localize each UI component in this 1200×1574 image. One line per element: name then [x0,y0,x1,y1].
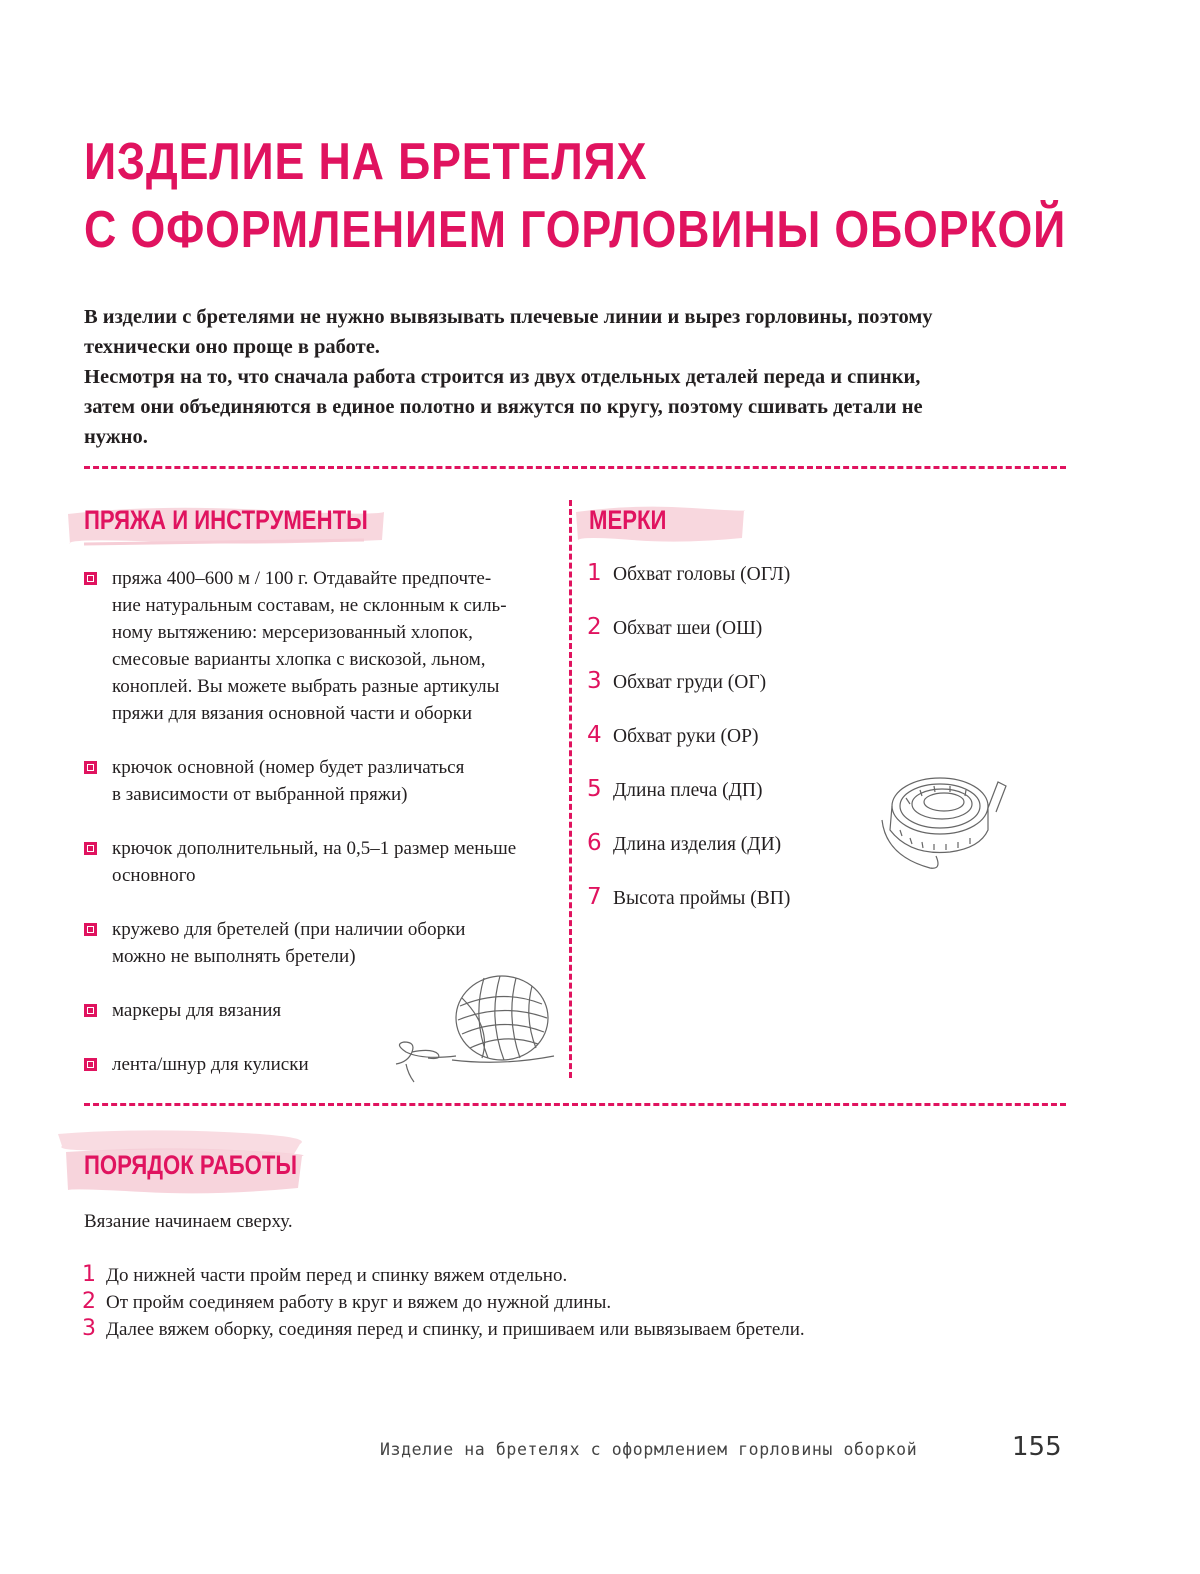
materials-item [84,565,564,727]
materials-item-line: лента/шнур для кулиски [112,1054,309,1075]
measure-label: Обхват шеи (ОШ) [613,618,763,639]
intro-line: технически оно проще в работе. [84,336,380,358]
materials-item-line: основного [112,865,196,886]
measure-number: 5 [587,776,602,802]
measure-number: 2 [587,614,602,640]
measure-item [587,884,790,938]
square-bullet-icon [84,1058,97,1071]
page-number: 155 [1012,1432,1062,1462]
intro-line: нужно. [84,426,148,448]
materials-heading: ПРЯЖА И ИНСТРУМЕНТЫ [84,505,368,535]
materials-item-line: пряжа 400–600 м / 100 г. Отдавайте предпочте- [112,568,492,589]
measure-item [587,668,790,722]
measure-number: 4 [587,722,602,748]
step-number: 1 [82,1262,96,1287]
materials-item-line: пряжи для вязания основной части и оборки [112,703,473,724]
measure-label: Длина изделия (ДИ) [613,834,782,855]
order-step [82,1289,805,1316]
materials-item-line: крючок основной (номер будет различаться [112,757,465,778]
materials-item-line: маркеры для вязания [112,1000,282,1021]
page-title-line-1: ИЗДЕЛИЕ НА БРЕТЕЛЯХ [84,133,648,191]
measure-item [587,614,790,668]
materials-item-line: коноплей. Вы можете выбрать разные артикулы [112,676,500,697]
materials-item-line: можно не выполнять бретели) [112,946,356,967]
measure-label: Длина плеча (ДП) [613,780,763,801]
materials-item-line: кружево для бретелей (при наличии оборки [112,919,466,940]
step-number: 3 [82,1316,96,1341]
measure-number: 3 [587,668,602,694]
square-bullet-icon [84,761,97,774]
materials-item-line: крючок дополнительный, на 0,5–1 размер меньше [112,838,517,859]
step-text: От пройм соединяем работу в круг и вяжем до нужной длины. [106,1292,612,1313]
order-intro: Вязание начинаем сверху. [84,1211,293,1232]
measures-heading: МЕРКИ [589,505,667,535]
step-text: До нижней части пройм перед и спинку вяжем отдельно. [106,1265,568,1286]
materials-item-line: смесовые варианты хлопка с вискозой, льном, [112,649,486,670]
measures-list [587,560,790,938]
page-title-line-2: С ОФОРМЛЕНИЕМ ГОРЛОВИНЫ ОБОРКОЙ [84,201,1067,259]
section-divider-top [84,466,1066,469]
running-footer-title: Изделие на бретелях с оформлением горловины оборкой [380,1440,918,1459]
materials-item-line: ному вытяжению: мерсеризованный хлопок, [112,622,473,643]
measure-item [587,776,790,830]
step-number: 2 [82,1289,96,1314]
measure-label: Обхват головы (ОГЛ) [613,564,791,585]
intro-line: Несмотря на то, что сначала работа строится из двух отдельных деталей переда и спинки, [84,366,921,388]
order-step [82,1316,805,1343]
section-divider-bottom [84,1103,1066,1106]
measure-number: 1 [587,560,602,586]
measure-item [587,830,790,884]
measure-item [587,560,790,614]
materials-item [84,754,564,808]
square-bullet-icon [84,572,97,585]
step-text: Далее вяжем оборку, соединяя перед и спинку, и пришиваем или вывязываем бретели. [106,1319,805,1340]
materials-item [84,835,564,889]
measuring-tape-illustration [870,760,1010,878]
measure-label: Обхват руки (ОР) [613,726,759,747]
materials-item [84,916,564,970]
measure-number: 7 [587,884,602,910]
intro-line: затем они объединяются в единое полотно и вяжутся по кругу, поэтому сшивать детали не [84,396,923,418]
order-heading: ПОРЯДОК РАБОТЫ [84,1150,298,1180]
intro-paragraph [84,302,1084,452]
square-bullet-icon [84,842,97,855]
measure-number: 6 [587,830,602,856]
order-step [82,1262,805,1289]
intro-line: В изделии с бретелями не нужно вывязывать плечевые линии и вырез горловины, поэтому [84,306,933,328]
measure-label: Обхват груди (ОГ) [613,672,767,693]
materials-item-line: ние натуральным составам, не склонным к силь- [112,595,507,616]
materials-item-line: в зависимости от выбранной пряжи) [112,784,408,805]
measure-label: Высота проймы (ВП) [613,888,791,909]
yarn-ball-illustration [392,968,562,1086]
column-divider [569,500,572,1078]
measure-item [587,722,790,776]
square-bullet-icon [84,923,97,936]
order-steps [82,1262,805,1343]
square-bullet-icon [84,1004,97,1017]
page-title [84,128,1066,264]
